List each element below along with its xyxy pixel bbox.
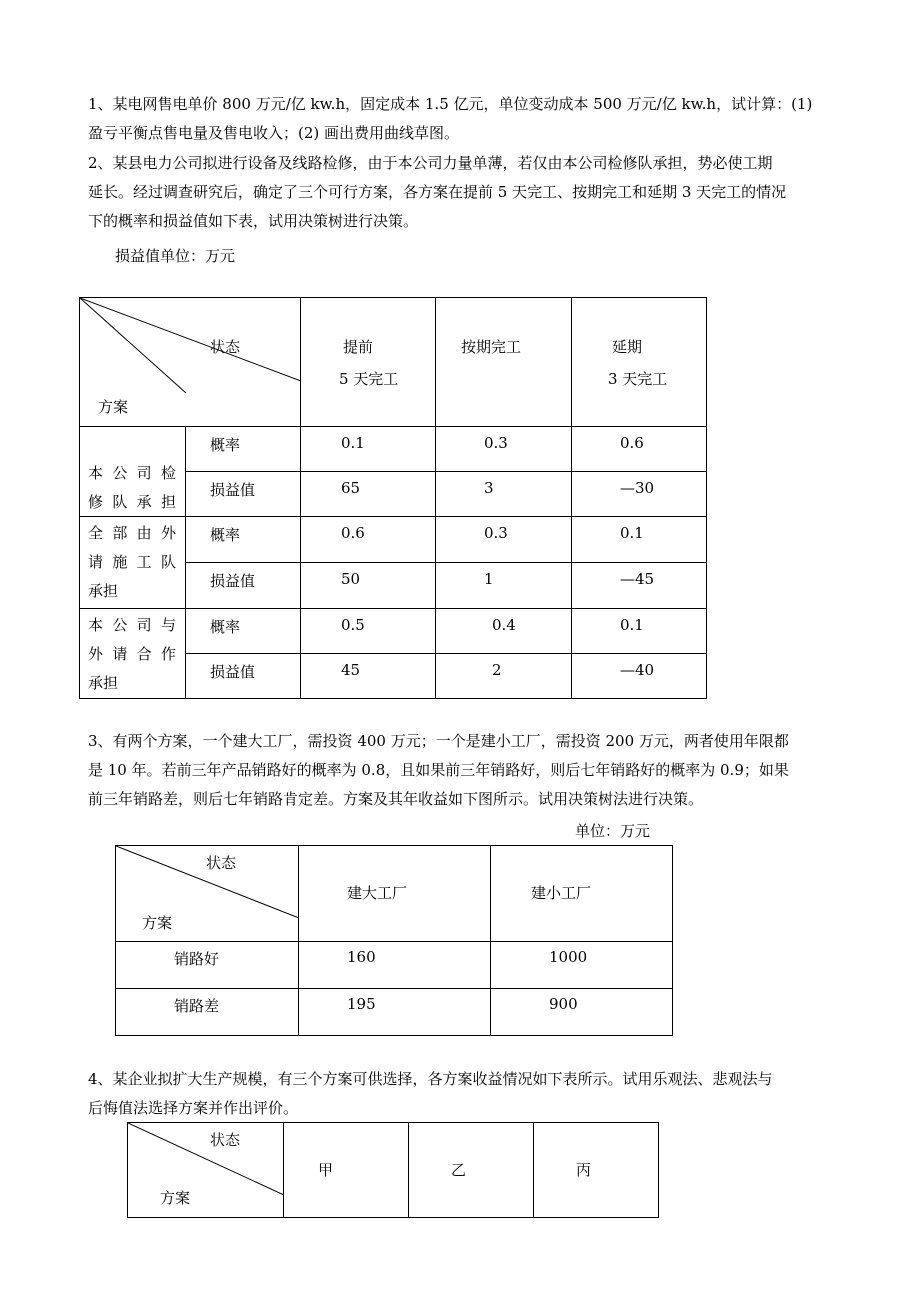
q2-group-name <box>80 517 186 609</box>
cell-value: 195 <box>347 995 376 1013</box>
row-label: 概率 <box>210 526 241 544</box>
q2-line1: 2、某县电力公司拟进行设备及线路检修，由于本公司力量单薄，若仅由本公司检修队承担，势必使工期 <box>88 154 773 172</box>
q3-hdr-state: 状态 <box>206 854 237 872</box>
q2-line3: 下的概率和损益值如下表，试用决策树进行决策。 <box>88 212 419 230</box>
q4-plan-table <box>127 1122 659 1218</box>
group-name-line: 外请合作 <box>88 645 176 663</box>
group-name-line: 承担 <box>88 582 119 600</box>
cell-value: 1 <box>484 570 494 588</box>
group-name-line: 承担 <box>88 674 119 692</box>
q2-group-name <box>80 609 186 699</box>
row-label: 损益值 <box>210 663 256 681</box>
q2-diagonal-header <box>80 298 301 427</box>
group-name-line: 全部由外 <box>88 524 176 542</box>
q2-hdr-state: 状态 <box>210 338 241 356</box>
cell-value: 50 <box>341 570 361 588</box>
q3-unit-note: 单位：万元 <box>575 822 651 840</box>
q2-header-row <box>80 298 707 427</box>
q1-line1: 1、某电网售电单价 800 万元/亿 kw.h，固定成本 1.5 亿元，单位变动成本 500 万元/亿 kw.h，试计算：(1) <box>88 95 813 113</box>
group-name-line: 请施工队 <box>88 553 176 571</box>
cell-value: 900 <box>549 995 578 1013</box>
q4-col-c: 丙 <box>576 1161 592 1179</box>
cell-value: 1000 <box>549 948 588 966</box>
q2-col1-line2: 5 天完工 <box>339 370 399 388</box>
q2-unit-note: 损益值单位：万元 <box>115 247 236 265</box>
q2-col1-line1: 提前 <box>343 338 374 356</box>
q1-paragraph <box>88 90 833 148</box>
cell-value: 0.4 <box>492 616 516 634</box>
q3-header-row <box>116 846 673 942</box>
q3-col-small-factory: 建小工厂 <box>531 884 592 902</box>
q2-col3-line2: 3 天完工 <box>608 370 668 388</box>
row-label: 损益值 <box>210 481 256 499</box>
q4-header-row <box>128 1123 659 1218</box>
cell-value: —40 <box>620 661 655 679</box>
q2-line2: 延长。经过调查研究后，确定了三个可行方案，各方案在提前 5 天完工、按期完工和延期 3 天完工的情况 <box>88 183 787 201</box>
row-label: 销路好 <box>174 950 220 968</box>
cell-value: 160 <box>347 948 376 966</box>
cell-value: 0.6 <box>620 434 644 452</box>
row-label: 销路差 <box>174 997 220 1015</box>
diagonal-line <box>128 1123 284 1213</box>
q2-group-name <box>80 427 186 517</box>
cell-value: 2 <box>492 661 502 679</box>
cell-value: 0.3 <box>484 434 508 452</box>
q3-diagonal-header <box>116 846 299 942</box>
q3-col-big-factory: 建大工厂 <box>347 884 408 902</box>
group-name-line: 本公司与 <box>88 616 176 634</box>
table-row <box>80 427 707 472</box>
cell-value: 0.3 <box>484 524 508 542</box>
q3-investment-table <box>115 845 673 1036</box>
q4-hdr-plan: 方案 <box>160 1189 191 1207</box>
q2-paragraph <box>88 149 833 236</box>
table-row <box>116 989 673 1036</box>
q2-col-early <box>301 298 436 427</box>
q4-col-b: 乙 <box>451 1161 467 1179</box>
table-row <box>116 942 673 989</box>
q3-hdr-plan: 方案 <box>142 914 173 932</box>
group-name-line: 本公司检 <box>88 464 176 482</box>
group-name-line: 修队承担 <box>88 493 176 511</box>
q4-hdr-state: 状态 <box>210 1131 241 1149</box>
q4-col-a: 甲 <box>318 1161 334 1179</box>
cell-value: 0.1 <box>620 616 644 634</box>
cell-value: —45 <box>620 570 655 588</box>
q3-line1: 3、有两个方案，一个建大工厂，需投资 400 万元；一个是建小工厂，需投资 200 万元，两者使用年限都 <box>88 732 789 750</box>
row-label: 损益值 <box>210 572 256 590</box>
q2-col-ontime <box>436 298 572 427</box>
q2-decision-table <box>79 297 707 699</box>
q3-line3: 前三年销路差，则后七年销路肯定差。方案及其年收益如下图所示。试用决策树法进行决策。 <box>88 790 704 808</box>
table-row <box>80 517 707 563</box>
q2-col-late <box>572 298 707 427</box>
row-label: 概率 <box>210 618 241 636</box>
row-label: 概率 <box>210 436 241 454</box>
cell-value: 0.5 <box>341 616 365 634</box>
table-row <box>80 609 707 654</box>
cell-value: 0.6 <box>341 524 365 542</box>
q4-paragraph <box>88 1065 833 1123</box>
cell-value: 65 <box>341 479 361 497</box>
cell-value: 0.1 <box>341 434 365 452</box>
q4-line1: 4、某企业拟扩大生产规模，有三个方案可供选择，各方案收益情况如下表所示。试用乐观法、悲观法与 <box>88 1070 773 1088</box>
q2-col3-line1: 延期 <box>612 338 643 356</box>
q3-line2: 是 10 年。若前三年产品销路好的概率为 0.8，且如果前三年销路好，则后七年销路好的概率为 0.9；如果 <box>88 761 789 779</box>
cell-value: —30 <box>620 479 655 497</box>
cell-value: 45 <box>341 661 361 679</box>
q2-col2: 按期完工 <box>461 338 522 356</box>
cell-value: 3 <box>484 479 494 497</box>
q1-line2: 盈亏平衡点售电量及售电收入；(2) 画出费用曲线草图。 <box>88 124 460 142</box>
q4-diagonal-header <box>128 1123 284 1218</box>
q3-paragraph <box>88 727 833 814</box>
q4-line2: 后悔值法选择方案并作出评价。 <box>88 1099 299 1117</box>
q2-hdr-plan: 方案 <box>98 398 129 416</box>
cell-value: 0.1 <box>620 524 644 542</box>
